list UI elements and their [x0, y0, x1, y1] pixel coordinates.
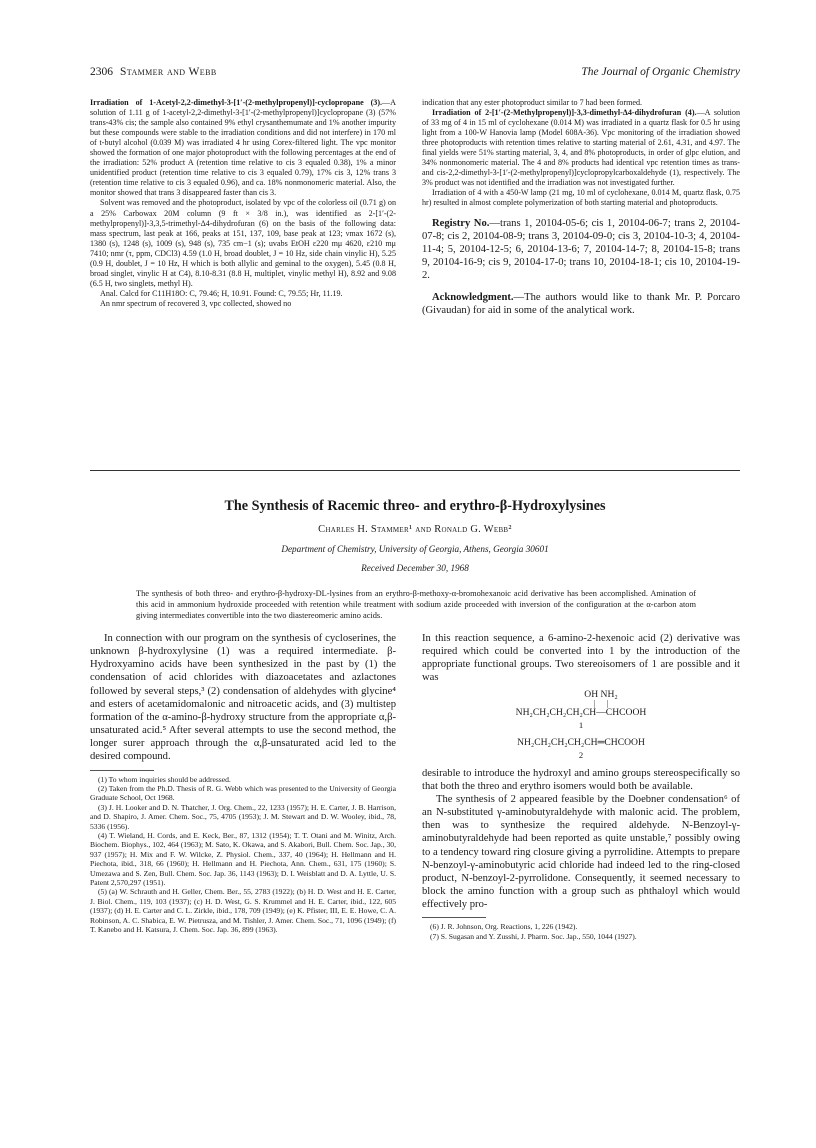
experimental-paragraph: Solvent was removed and the photoproduct, isolated by vpc of the colorless oil (0.71 g) on a 25% Carbowax 20M column (9 ft × 3/8 in.), was identified as 2-[1′-(2-methylpropenyl)]-3,3,5-trimethyl-Δ4-dihydrofuran (6) on the basis of the following data: mass spectrum, last peak at 166, peaks at 151, 137, 109, base peak at 123; νmax 1672 (s), 1380 (s), 1248 (s), 1009 (s), 948 (s), 735 cm−1 (s); uvabs EtOH ε220 mμ 4620, ε210 mμ 7410; nmr (τ, ppm, CDCl3) 4.59 (1.0 H, broad doublet, J = 10 Hz, side chain vinylic H), 5.25 (0.9 H, doublet, J = 10 Hz, H which is both allylic and geminal to the oxygen), 5.45 (0.8 H, broad singlet, vinylic H at C4), 8.10-8.31 (8.8 H, multiplet, vinylic methyl H), 8.92 and 9.08 (6.5 H, two singlets, methyl H). [90, 198, 396, 288]
article-authors: Charles H. Stammer¹ and Ronald G. Webb² [318, 524, 512, 535]
body-left-column [90, 632, 396, 934]
prev-article-right-column [422, 98, 740, 317]
paragraph-text: —A solution of 1.11 g of 1-acetyl-2,2-dimethyl-3-[1′-(2-methylpropenyl)]cyclopropane (3) (57% trans-43% cis; the sample also contained 9% ethyl crysanthemumate and 1% another impurity but these compounds were stable to the irradiation conditions and did not interfere) in 170 ml of t-butyl alcohol (0.039 M) was irradiated 4 hr using Corex-filtered light. The vpc monitor showed the formation of one major photoproduct with the following percentages at the end of the irradiation: 52% product A (retention time relative to cis 3 equaled 0.38), 1% a minor unidentified product (retention time relative to cis 3 equaled 0.79), 17% cis 3, 12% trans 3 (retention time relative to cis 3 equaled 0.96), and ca. 18% nonmonomeric material. Also, the monitor showed that trans 3 disappeared faster than cis 3. [90, 98, 396, 198]
experimental-paragraph: Irradiation of 4 with a 450-W lamp (21 mg, 10 ml of cyclohexane, 0.014 M, quartz flask, 0.75 hr) resulted in almost complete polymerization of both starting material and photoproducts. [422, 188, 740, 208]
formula-1: NH₂CH₂CH₂CH₂CH—CHCOOH [515, 706, 647, 718]
structural-formulas [422, 689, 740, 761]
received-date: Received December 30, 1968 [361, 563, 469, 573]
footnote: (3) J. H. Looker and D. N. Thatcher, J. Org. Chem., 22, 1233 (1957); H. E. Carter, J. B. Harrison, and D. Shapiro, J. Amer. Chem. Soc., 75, 4705 (1953); J. M. Stewart and D. W. Wooley, ibid., 78, 5336 (1956). [90, 802, 396, 831]
abstract: The synthesis of both threo- and erythro-β-hydroxy-DL-lysines from an erythro-β-methoxy-α-bromohexanoic acid derivative has been accomplished. Amination of this acid in ammonium hydroxide proceeded with retention while treatment with sodium azide proceeded with inversion of the configuration at the α-carbon atom giving intermediates convertible into the two diastereomeric amino acids. [136, 589, 696, 620]
author-affiliation: Department of Chemistry, University of Georgia, Athens, Georgia 30601 [281, 544, 549, 554]
footnote: (4) T. Wieland, H. Cords, and E. Keck, Ber., 87, 1312 (1954); T. T. Otani and M. Winitz, Arch. Biochem. Biophys., 102, 464 (1963); M. Sato, K. Okawa, and S. Akabori, Bull. Chem. Soc. Jap., 30, 937 (1957); H. Mix and F. W. Wilcke, Z. Physiol. Chem., 337, 40 (1964); H. Hellmann and H. Piechota, ibid., 318, 66 (1960); H. Hellmann and H. Piechota, Ann. Chem., 631, 175 (1960); S. Umezawa and S. Zen, Bull. Chem. Soc. Jap. 36, 1143 (1963); D. I. Weisblatt and D. A. Lyttle, U. S. Patent 2,570,297 (1951). [90, 831, 396, 888]
footnote: (5) (a) W. Schrauth and H. Geller, Chem. Ber., 55, 2783 (1922); (b) H. D. West and H. E. Carter, J. Biol. Chem., 119, 103 (1937); (c) H. D. West, G. S. Krummel and H. E. Carter, ibid., 122, 605 (1937); (d) H. E. Carter and C. L. Zirkle, ibid., 178, 709 (1949); (e) K. Pfister, III, E. E. Howe, C. A. Robinson, A. C. Shabica, E. W. Pietrusza, and M. Tishler, J. Amer. Chem. Soc., 71, 1096 (1949); (f) T. Kanebo and H. Katsura, J. Chem. Soc. Jap. 36, 899 (1963). [90, 887, 396, 935]
analysis-paragraph: Anal. Calcd for C11H18O: C, 79.46; H, 10.91. Found: C, 79.55; Hr, 11.19. [100, 288, 343, 298]
experimental-paragraph: An nmr spectrum of recovered 3, vpc collected, showed no [100, 298, 292, 308]
acknowledgment-text: —The authors would like to thank Mr. P. Porcaro (Givaudan) for aid in some of the analytical work. [422, 291, 740, 316]
footnote-rule [422, 917, 486, 918]
experimental-paragraph: indication that any ester photoproduct similar to 7 had been formed. [422, 98, 643, 107]
prev-article-left-column [90, 98, 396, 309]
body-paragraph: In connection with our program on the synthesis of cycloserines, the unknown β-hydroxylysine (1) was a required intermediate. β-Hydroxyamino acids have been synthesized in the past by (1) the condensation of acid chlorides with diazoacetates and azlactones followed by several steps,³ (2) condensation of aldehydes with glycine⁴ and esters of acetamidomalonic and nitroacetic acids, and (3) multistep formation of the α-amino-β-hydroxy structure from the appropriate α,β-unsaturated acid.⁵ After several attempts to use the second method, the longer surer approach through the α,β-unsaturated acid led to the desired compound. [90, 633, 396, 763]
section-heading: Irradiation of 1-Acetyl-2,2-dimethyl-3-[1′-(2-methylpropenyl)]-cyclopropane (3). [90, 98, 383, 107]
footnotes-right [422, 922, 740, 941]
registry-text: —trans 1, 20104-05-6; cis 1, 20104-06-7; trans 2, 20104-07-8; cis 2, 20104-08-9; trans 3, 20104-09-0; cis 3, 20104-10-3; 4, 20104-11-4; 5, 20104-12-5; 6, 20104-13-6; 7, 20104-14-7; 8, 20104-15-8; trans 9, 20104-16-9; cis 9, 20104-17-0; trans 10, 20104-18-1; cis 10, 20104-19-2. [422, 217, 740, 282]
section-heading: Irradiation of 2-[1′-(2-Methylpropenyl)]-3,3-dimethyl-Δ4-dihydrofuran (4). [432, 108, 697, 118]
footnotes-left [90, 775, 396, 935]
formula-substituents: OH NH₂ [584, 688, 618, 700]
registry-label: Registry No. [432, 217, 490, 229]
footnote: (1) To whom inquiries should be addressed. [98, 774, 231, 784]
footnote: (7) S. Sugasan and Y. Zusshi, J. Pharm. Soc. Jap., 550, 1044 (1927). [430, 931, 637, 941]
body-paragraph: In this reaction sequence, a 6-amino-2-hexenoic acid (2) derivative was required which could be converted into 1 by the introduction of the appropriate functional groups. Two stereoisomers of 1 are possible and it was [422, 633, 740, 684]
footnote: (6) J. R. Johnson, Org. Reactions, 1, 226 (1942). [430, 922, 578, 932]
bond-marks: | | [593, 698, 609, 708]
body-paragraph: desirable to introduce the hydroxyl and amino groups stereospecifically so that both the threo and erythro isomers would both be available. [422, 767, 740, 792]
formula-2-number: 2 [578, 749, 584, 760]
formula-1-number: 1 [578, 719, 584, 730]
footnote: (2) Taken from the Ph.D. Thesis of R. G. Webb which was presented to the University of Georgia Graduate School, Oct 1968. [90, 783, 396, 803]
body-paragraph: The synthesis of 2 appeared feasible by the Doebner condensation⁶ of an N-substituted γ-aminobutyraldehyde with malonic acid. The problem, then was to synthesize the required aldehyde. N-Benzoyl-γ-aminobutyraldehyde had been reported as quite unstable,⁷ possibly owing to a tendency toward ring closure giving a pyrrolidine. Attempts to prepare N-benzoyl-γ-aminobutyric acid chloride had indeed led to the ring-closed product, N-benzoyl-2-pyrrolidone. Consequently, it seemed necessary to block the amino function with a group such as phthaloyl which would effectively pro- [422, 793, 740, 911]
formula-2: NH₂CH₂CH₂CH₂CH═CHCOOH [517, 736, 645, 748]
acknowledgment [422, 291, 740, 317]
registry-numbers [422, 217, 740, 283]
body-right-column [422, 632, 740, 941]
article-title: The Synthesis of Racemic threo- and erythro-β-Hydroxylysines [224, 498, 606, 514]
journal-name: The Journal of Organic Chemistry [581, 66, 740, 78]
running-authors: Stammer and Webb [120, 66, 217, 78]
page-number: 2306 [90, 66, 113, 78]
experimental-paragraph [90, 98, 396, 198]
paragraph-text: —A solution of 33 mg of 4 in 15 ml of cyclohexane (0.014 M) was irradiated in a quartz flask for 0.5 hr using light from a 100-W Hanovia lamp (Model 608A-36). Vpc monitoring of the irradiation showed three photoproducts with retention times relative to starting material of 2.61, 4.31, and 4.97. The final yields were 51% starting material, 3, 4, and 8% photoproducts, in order of glpc elution, and 34% nonmonomeric material. The 4 and 8% products had identical vpc retention times as trans- and cis-2,2-dimethyl-3-[1′-(2-methylpropenyl)]cyclopropylcarboxaldehyde (1), respectively. The 3% product was not identified and the irradiation was not investigated further. [422, 108, 740, 188]
footnote-rule [90, 770, 154, 771]
article-divider [90, 470, 740, 471]
experimental-paragraph [422, 108, 740, 188]
acknowledgment-label: Acknowledgment. [432, 291, 514, 303]
